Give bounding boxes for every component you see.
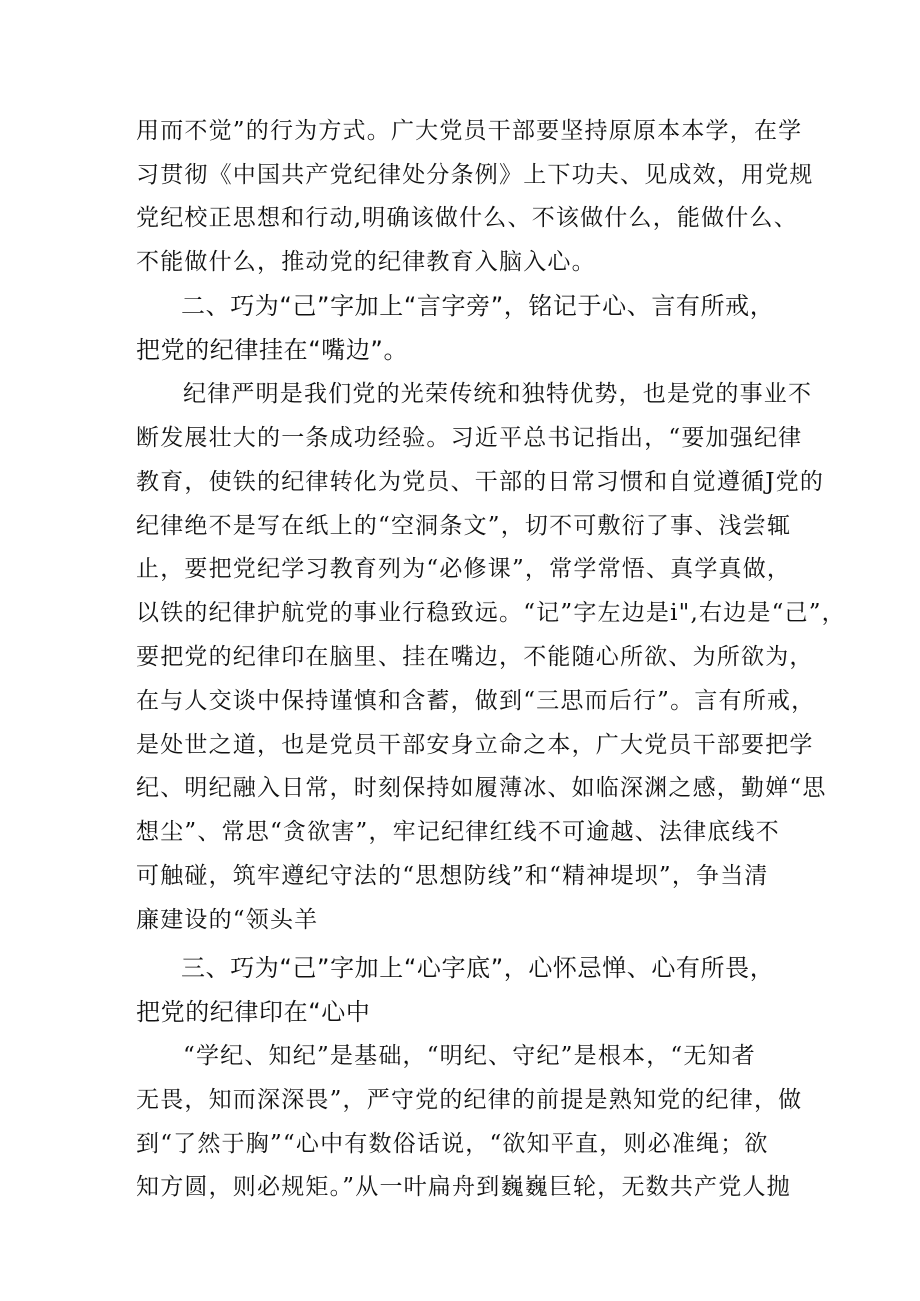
section-heading-2: 二、巧为“己”字加上“言字旁”，铭记于心、言有所戒， bbox=[181, 292, 775, 320]
body-text-line: 到“了然于胸”“心中有数俗话说，“欲知平直，则必准绳；欲 bbox=[136, 1131, 769, 1157]
body-text-line: 廉建设的“领头羊 bbox=[136, 907, 319, 933]
body-text-line: 教育，使铁的纪律转化为党员、干部的日常习惯和自觉遵循J党的 bbox=[136, 469, 825, 495]
body-text-line: 纪、明纪融入日常，时刻保持如履薄冰、如临深渊之感，勤婵“思 bbox=[136, 775, 827, 801]
body-text-line: 断发展壮大的一条成功经验。习近平总书记指出，“要加强纪律 bbox=[136, 425, 803, 451]
body-text-line: 要把党的纪律印在脑里、挂在嘴边，不能随心所欲、为所欲为， bbox=[136, 644, 814, 670]
body-text-line: 想尘”、常思“贪欲害”，牢记纪律红线不可逾越、法律底线不 bbox=[136, 819, 780, 845]
body-text-line: 纪律绝不是写在纸上的“空洞条文”，切不可敷衍了事、浅尝辄 bbox=[136, 513, 792, 539]
body-text-line: 纪律严明是我们党的光荣传统和独特优势，也是党的事业不 bbox=[183, 381, 813, 407]
body-text-line: 知方圆，则必规矩。”从一叶扁舟到巍巍巨轮，无数共产党人抛 bbox=[136, 1174, 791, 1200]
body-text-line: 是处世之道，也是党员干部安身立命之本，广大党员干部要把学 bbox=[136, 732, 814, 758]
body-text-line: 党纪校正思想和行动,明确该做什么、不该做什么，能做什么、 bbox=[136, 205, 798, 231]
body-text-line: 用而不觉”的行为方式。广大党员干部要坚持原原本本学，在学 bbox=[136, 118, 803, 144]
section-heading-2-cont: 把党的纪律挂在“嘴边”。 bbox=[136, 336, 409, 364]
section-heading-3: 三、巧为“己”字加上“心字底”，心怀忌惮、心有所畏， bbox=[181, 954, 775, 982]
section-heading-3-cont: 把党的纪律印在“心中 bbox=[136, 998, 371, 1026]
body-text-line: 无畏，知而深深畏”，严守党的纪律的前提是熟知党的纪律，做 bbox=[136, 1087, 803, 1113]
body-text-line: 以铁的纪律护航党的事业行稳致远。“记”字左边是i",右边是“己”， bbox=[136, 600, 846, 626]
body-text-line: 不能做什么，推动党的纪律教育入脑入心。 bbox=[136, 249, 596, 275]
body-text-line: 止，要把党纪学习教育列为“必修课”，常学常悟、真学真做， bbox=[136, 556, 792, 582]
body-text-line: 可触碰，筑牢遵纪守法的“思想防线”和“精神堤坝”，争当清 bbox=[136, 863, 769, 889]
body-text-line: “学纪、知纪”是基础，“明纪、守纪”是根本，“无知者 bbox=[183, 1043, 756, 1069]
body-text-line: 在与人交谈中保持谨慎和含蓄，做到“三思而后行”。言有所戒， bbox=[136, 688, 816, 714]
body-text-line: 习贯彻《中国共产党纪律处分条例》上下功夫、见成效，用党规 bbox=[136, 162, 814, 188]
